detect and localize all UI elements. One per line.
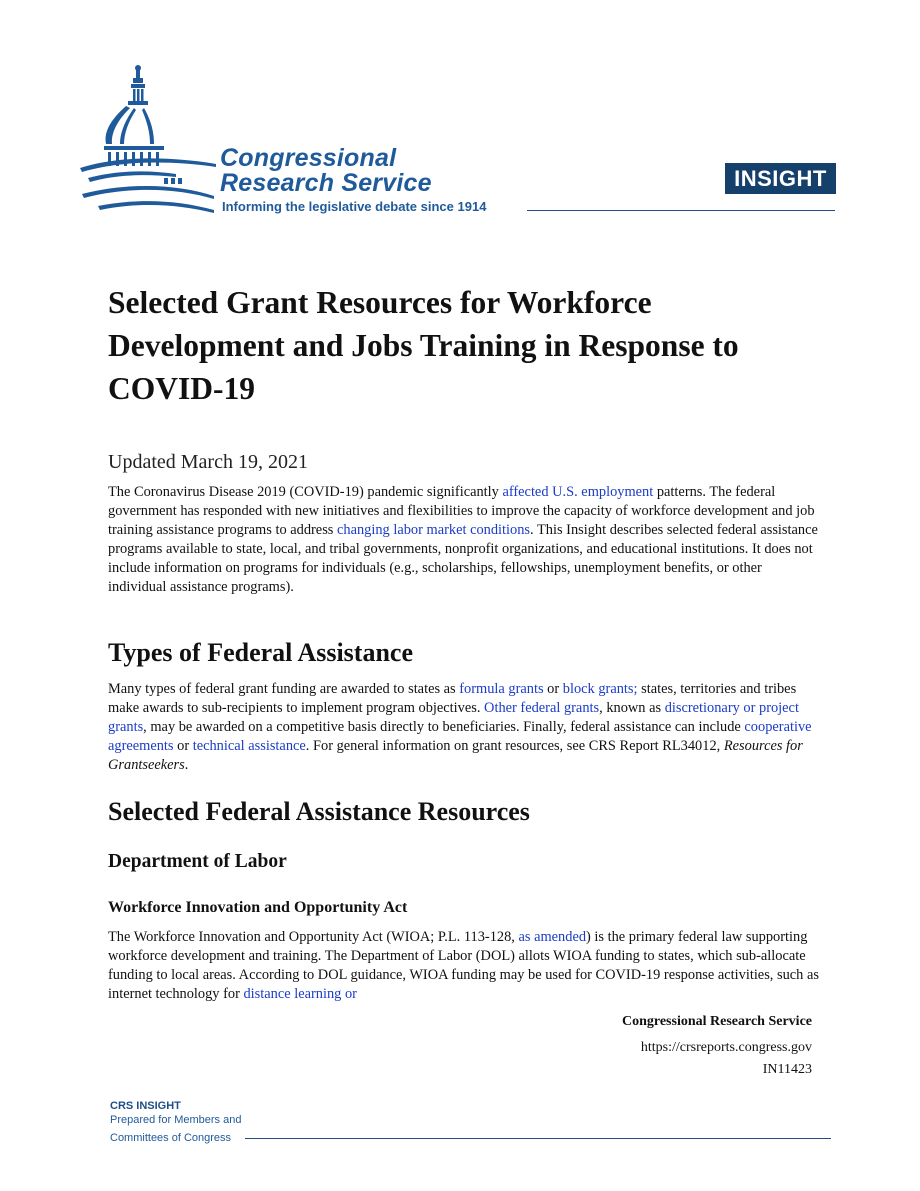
section-heading-types: Types of Federal Assistance	[108, 638, 413, 667]
link-as-amended[interactable]: as amended	[518, 929, 587, 945]
footer-rule	[245, 1138, 831, 1139]
capitol-dome-logo	[78, 64, 218, 214]
link-changing-labor-market[interactable]: changing labor market conditions	[337, 522, 531, 538]
updated-date: Updated March 19, 2021	[108, 451, 308, 473]
prepared-line1: Prepared for Members and	[110, 1114, 242, 1126]
insight-badge: INSIGHT	[725, 163, 836, 194]
crs-insight-label: CRS INSIGHT	[110, 1100, 181, 1112]
org-tagline: Informing the legislative debate since 1914	[222, 199, 487, 214]
header-rule	[527, 210, 835, 211]
subheading-department: Department of Labor	[108, 851, 287, 872]
link-affected-employment[interactable]: affected U.S. employment	[502, 484, 654, 500]
link-distance-learning[interactable]: distance learning or	[243, 986, 357, 1002]
section-heading-selected: Selected Federal Assistance Resources	[108, 797, 530, 826]
link-cooperative-agreements[interactable]: cooperative agreements	[108, 719, 812, 754]
org-name-line2: Research Service	[220, 169, 432, 197]
link-block-grants[interactable]: block grants;	[562, 681, 638, 697]
link-discretionary-grants[interactable]: discretionary or project grants	[108, 700, 799, 735]
link-formula-grants[interactable]: formula grants	[459, 681, 544, 697]
link-other-federal-grants[interactable]: Other federal grants	[484, 700, 600, 716]
page-title: Selected Grant Resources for Workforce Development and Jobs Training in Response to COVID-19	[108, 285, 739, 406]
footer-org: Congressional Research Service	[621, 1014, 812, 1029]
report-title: Resources for Grantseekers	[108, 738, 803, 773]
wioa-paragraph: The Workforce Innovation and Opportunity Act (WIOA; P.L. 113-128, as amended) is the primary federal law supporting workforce development and training. The Department of Labor (DOL) allots WIOA funding to states, which sub-allocate funding to local areas. According to DOL guidance, WIOA funding may be used for COVID-19 response activities, such as internet technology for distance learning or	[108, 929, 819, 1002]
intro-paragraph: The Coronavirus Disease 2019 (COVID-19) pandemic significantly affected U.S. employment patterns. The federal government has responded with new initiatives and flexibilities to improve the capacity of workforce development and job training assistance programs to address changing labor market conditions. This Insight describes selected federal assistance programs available to state, local, and tribal governments, nonprofit organizations, and educational institutions. It does not include information on programs for individuals (e.g., scholarships, fellowships, unemployment benefits, or other individual assistance programs).	[108, 484, 818, 595]
org-name-line1: Congressional	[220, 144, 397, 172]
org-name	[220, 146, 432, 196]
link-technical-assistance[interactable]: technical assistance	[192, 738, 306, 754]
footer-report-id: IN11423	[762, 1062, 812, 1077]
types-paragraph: Many types of federal grant funding are awarded to states as formula grants or block grants; states, territories and tribes make awards to sub-recipients to implement program objectives. Other federal grants, known as discretionary or project grants, may be awarded on a competitive basis directly to beneficiaries. Finally, federal assistance can include cooperative agreements or technical assistance. For general information on grant resources, see CRS Report RL34012, Resources for Grantseekers.	[108, 681, 812, 773]
subheading-program: Workforce Innovation and Opportunity Act	[108, 899, 408, 916]
prepared-line2: Committees of Congress	[110, 1132, 232, 1144]
footer-url[interactable]: https://crsreports.congress.gov	[640, 1040, 812, 1055]
